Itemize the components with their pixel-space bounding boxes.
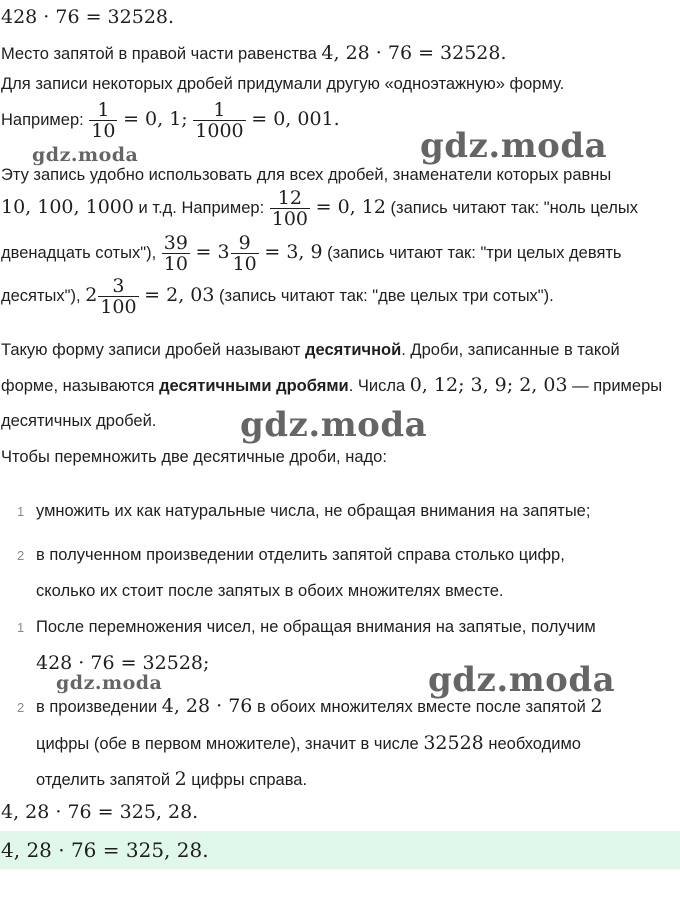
fraction [270,188,310,229]
fraction [162,233,190,274]
math: = 0, 12 [315,195,386,218]
numerator: 1 [213,99,226,121]
list-item: умножить их как натуральные числа, не обращая внимания на запятые; [36,502,591,520]
denominator: 100 [100,296,137,318]
definition-line [1,341,620,360]
text: цифры (обе в первом множителе), значит в числе [36,735,424,753]
denominator: 10 [232,253,257,275]
numerator: 1 [97,99,110,121]
list-marker: 2 [17,548,25,563]
list-item [36,768,307,790]
math: 10, 100, 1000 [1,195,134,218]
math: = 0, 1; [123,107,188,130]
watermark-logo: gdz.moda [32,144,139,166]
numerator: 12 [277,187,302,209]
math: 2 [590,695,603,717]
denominator: 10 [163,253,188,275]
list-marker: 1 [17,620,25,635]
text: Такую форму записи дробей называют [1,341,306,359]
paragraph-line: Для записи некоторых дробей придумали другую «одноэтажную» форму. [1,75,565,93]
numerator: 39 [163,232,188,254]
paragraph-line [1,188,638,229]
math: 2 [174,768,187,790]
fraction [231,233,259,274]
list-item-math: 428 · 76 = 32528; [36,652,210,674]
text: цифры справа. [186,771,308,789]
list-item [36,732,581,754]
text: . Числа [348,377,410,395]
text: (запись читают так: "три целых девять [322,243,622,262]
text: десятых"), [1,286,86,305]
math: = 3 [195,240,230,263]
result-equation: 4, 28 · 76 = 325, 28. [1,801,199,823]
bold-term: десятичной [305,341,402,359]
paragraph-line [1,276,554,317]
numerator: 9 [238,232,251,254]
text: в произведении [36,698,162,716]
math: = 0, 001. [251,107,340,130]
fraction [98,276,138,317]
text: Например: [1,110,89,129]
math: 4, 28 · 76 = 32528. [321,42,507,64]
watermark-logo: gdz.moda [240,405,428,445]
text: (запись читают так: "две целых три сотых"). [214,286,554,305]
fraction [193,100,245,141]
text: — примеры [567,377,663,395]
paragraph-line: Эту запись удобно использовать для всех дробей, знаменатели которых равны [1,166,612,184]
bold-term: десятичными дробями [159,377,349,395]
list-marker: 1 [17,504,25,519]
definition-line: десятичных дробей. [1,412,157,430]
text: Место запятой в правой части равенства [1,45,322,63]
fraction [89,100,117,141]
denominator: 10 [91,120,116,142]
text: и т.д. Например: [133,198,269,217]
math: = 2, 03 [144,283,215,306]
text: форме, называются [1,377,160,395]
math: 2 [85,283,98,306]
text: отделить запятой [36,771,175,789]
numerator: 3 [112,275,125,297]
text: в обоих множителях вместе после запятой [252,698,591,716]
denominator: 1000 [195,120,244,142]
rule-intro: Чтобы перемножить две десятичные дроби, надо: [1,448,387,466]
watermark-logo: gdz.moda [428,660,616,700]
answer-equation: 4, 28 · 76 = 325, 28. [1,838,209,862]
list-marker: 2 [17,700,25,715]
list-item: сколько их стоит после запятых в обоих множителях вместе. [36,582,504,600]
text: двенадцать сотых"), [1,243,161,262]
text: необходимо [483,735,581,753]
math: = 3, 9 [264,240,323,263]
text: (запись читают так: "ноль целых [385,198,638,217]
definition-line [1,374,662,396]
denominator: 100 [271,208,309,230]
list-item: После перемножения чисел, не обращая внимания на запятые, получим [36,618,596,636]
watermark-logo: gdz.moda [420,126,608,166]
watermark-logo: gdz.moda [56,672,163,694]
example-line [1,100,340,141]
list-item: в полученном произведении отделить запятой справа столько цифр, [36,546,565,564]
paragraph-line [1,233,622,274]
text: . Дроби, записанные в такой [401,341,620,359]
comma-position-line [1,42,507,64]
math: 0, 12; 3, 9; 2, 03 [409,374,568,396]
equation-line: 428 · 76 = 32528. [1,6,175,28]
math: 32528 [423,732,484,754]
math: 4, 28 · 76 [161,695,253,717]
